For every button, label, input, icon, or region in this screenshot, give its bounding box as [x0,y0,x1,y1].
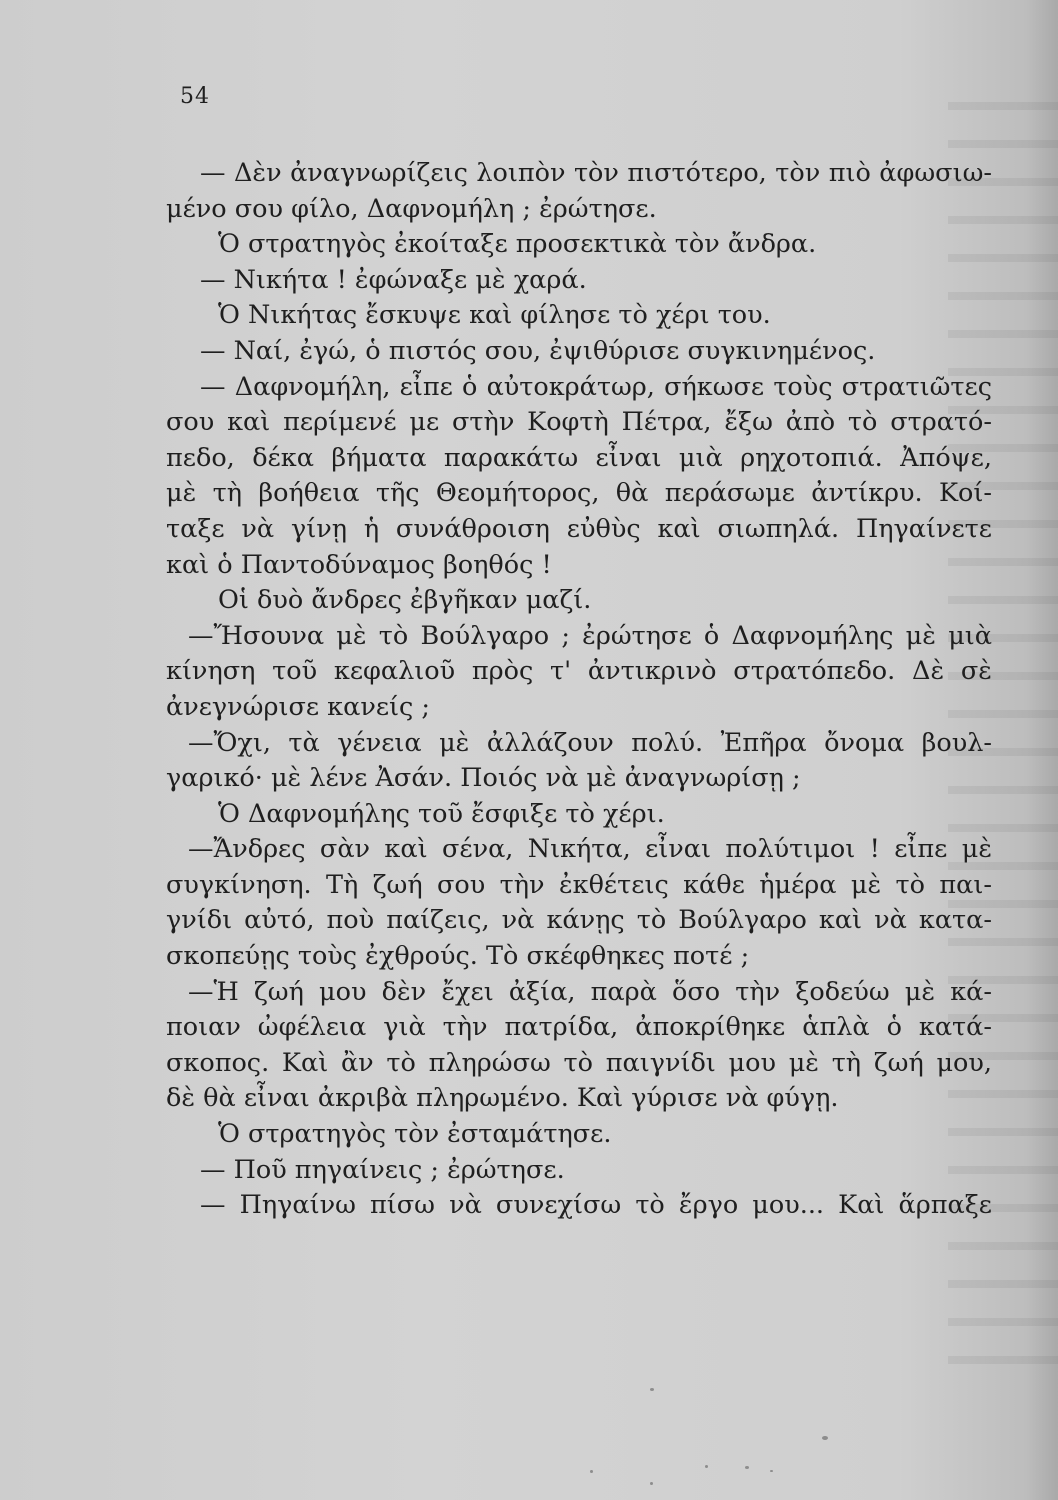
text-line: μένο σου φίλο, Δαφνομήλη ; ἐρώτησε. [166,193,657,224]
text-line: σου καὶ περίμενέ με στὴν Κοφτὴ Πέτρα, ἔξω ἀπὸ τὸ στρατό- [166,407,992,438]
text-line: γαρικό· μὲ λένε Ἀσάν. Ποιός νὰ μὲ ἀναγνωρίσῃ ; [166,763,801,794]
text-line: ἀνεγνώρισε κανείς ; [166,691,431,722]
text-line: ταξε νὰ γίνῃ ἡ συνάθροιση εὐθὺς καὶ σιωπηλά. Πηγαίνετε [166,513,992,544]
text-line: — Δὲν ἀναγνωρίζεις λοιπὸν τὸν πιστότερο, τὸν πιὸ ἀφωσιω- [200,158,992,188]
text-line: Ὁ Δαφνομήλης τοῦ ἔσφιξε τὸ χέρι. [218,798,665,829]
ink-speck [650,1388,654,1391]
text-line: — Δαφνομήλη, εἶπε ὁ αὐτοκράτωρ, σήκωσε τοὺς στρατιῶτες [200,371,992,402]
text-line: κίνηση τοῦ κεφαλιοῦ πρὸς τ' ἀντικρινὸ στρατόπεδο. Δὲ σὲ [166,656,992,687]
text-line: μὲ τὴ βοήθεια τῆς Θεομήτορος, θὰ περάσωμε ἀντίκρυ. Κοί- [166,478,992,509]
ink-speck [705,1465,708,1468]
text-line: καὶ ὁ Παντοδύναμος βοηθός ! [166,549,552,580]
text-line: Ὁ στρατηγὸς τὸν ἐσταμάτησε. [218,1119,612,1150]
text-line: —Ὄχι, τὰ γένεια μὲ ἀλλάζουν πολύ. Ἐπῆρα ὄνομα βουλ- [188,727,992,758]
ink-speck [745,1466,749,1469]
ink-speck [822,1436,828,1440]
text-line: — Ναί, ἐγώ, ὁ πιστός σου, ἐψιθύρισε συγκινημένος. [200,335,876,366]
ink-speck [650,1482,653,1485]
text-line: γνίδι αὐτό, ποὺ παίζεις, νὰ κάνῃς τὸ Βούλγαρο καὶ νὰ κατα- [166,905,992,936]
page-number: 54 [180,84,210,109]
text-line: —Ἄνδρες σὰν καὶ σένα, Νικήτα, εἶναι πολύτιμοι ! εἶπε μὲ [188,834,992,865]
text-line: — Ποῦ πηγαίνεις ; ἐρώτησε. [200,1154,565,1185]
text-line: δὲ θὰ εἶναι ἀκριβὰ πληρωμένο. Καὶ γύρισε νὰ φύγῃ. [166,1083,839,1114]
text-line: πεδο, δέκα βήματα παρακάτω εἶναι μιὰ ρηχοτοπιά. Ἀπόψε, [166,442,992,473]
text-line: Οἱ δυὸ ἄνδρες ἐβγῆκαν μαζί. [218,585,592,616]
text-line: —Ἤσουνα μὲ τὸ Βούλγαρο ; ἐρώτησε ὁ Δαφνομήλης μὲ μιὰ [188,620,992,651]
text-line: —Ἡ ζωή μου δὲν ἔχει ἀξία, παρὰ ὅσο τὴν ξοδεύω μὲ κά- [188,976,992,1007]
text-line: συγκίνηση. Τὴ ζωή σου τὴν ἐκθέτεις κάθε ἡμέρα μὲ τὸ παι- [166,869,992,900]
ink-speck [590,1470,593,1473]
text-line: — Νικήτα ! ἐφώναξε μὲ χαρά. [200,264,587,295]
ink-speck [770,1470,773,1472]
text-line: Ὁ στρατηγὸς ἐκοίταξε προσεκτικὰ τὸν ἄνδρα. [218,229,817,260]
text-line: ποιαν ὠφέλεια γιὰ τὴν πατρίδα, ἀποκρίθηκε ἁπλὰ ὁ κατά- [166,1012,992,1043]
text-line: σκοπεύῃς τοὺς ἐχθρούς. Τὸ σκέφθηκες ποτέ ; [166,941,750,972]
body-text [166,156,992,1224]
text-line: σκοπος. Καὶ ἂν τὸ πληρώσω τὸ παιγνίδι μου μὲ τὴ ζωή μου, [166,1047,992,1078]
text-line: Ὁ Νικήτας ἔσκυψε καὶ φίλησε τὸ χέρι του. [218,300,771,331]
text-line: — Πηγαίνω πίσω νὰ συνεχίσω τὸ ἔργο μου... Καὶ ἅρπαξε [200,1190,992,1221]
